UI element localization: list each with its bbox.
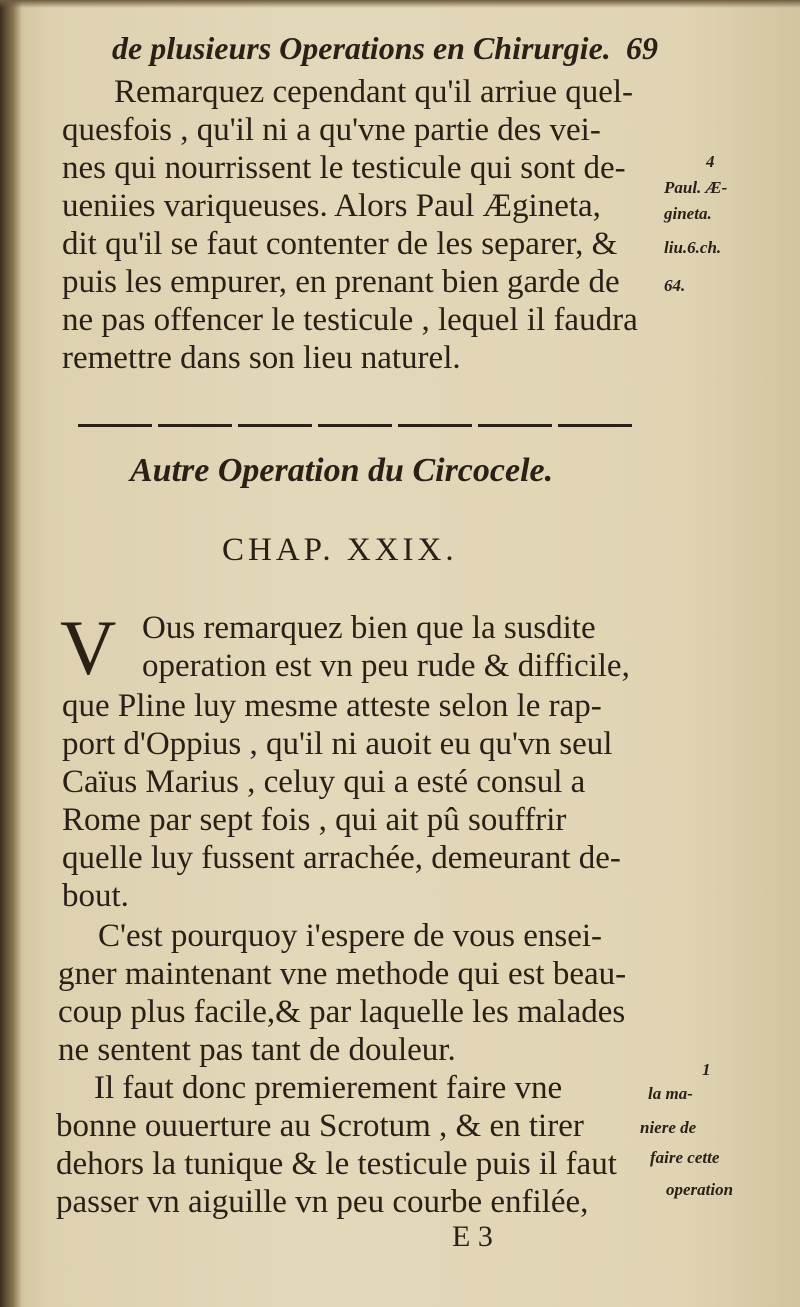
text-line: gner maintenant vne methode qui est beau- bbox=[58, 956, 627, 992]
margin-note-line: liu.6.ch. bbox=[664, 238, 722, 257]
margin-note-line: niere de bbox=[640, 1118, 697, 1137]
text-line: port d'Oppius , qu'il ni auoit eu qu'vn seul bbox=[62, 726, 613, 762]
margin-note-line: operation bbox=[666, 1180, 734, 1199]
text-line: puis les empurer, en prenant bien garde de bbox=[62, 264, 620, 300]
signature-mark: E 3 bbox=[452, 1220, 493, 1253]
text-line: passer vn aiguille vn peu courbe enfilée, bbox=[56, 1184, 589, 1220]
text-line: C'est pourquoy i'espere de vous ensei- bbox=[98, 918, 603, 954]
margin-note-line: 64. bbox=[664, 276, 686, 295]
section-divider bbox=[78, 424, 638, 427]
margin-note-line: gineta. bbox=[664, 204, 712, 223]
text-line: ne pas offencer le testicule , lequel il faudra bbox=[62, 302, 638, 338]
text-line: operation est vn peu rude & difficile, bbox=[142, 648, 630, 684]
drop-cap: V bbox=[60, 604, 117, 691]
text-line: nes qui nourrissent le testicule qui sont de- bbox=[62, 150, 626, 186]
section-title: Autre Operation du Circocele. bbox=[130, 452, 554, 489]
text-line: Ous remarquez bien que la susdite bbox=[142, 610, 596, 646]
text-line: bonne ouuerture au Scrotum , & en tirer bbox=[56, 1108, 584, 1144]
text-line: quesfois , qu'il ni a qu'vne partie des vei- bbox=[62, 112, 601, 148]
text-line: bout. bbox=[62, 878, 129, 914]
margin-note-line: 1 bbox=[702, 1060, 711, 1079]
text-line: remettre dans son lieu naturel. bbox=[62, 340, 461, 376]
page-top-shadow bbox=[0, 0, 800, 8]
text-line: dit qu'il se faut contenter de les separer, & bbox=[62, 226, 618, 262]
text-line: Remarquez cependant qu'il arriue quel- bbox=[114, 74, 634, 110]
margin-note-line: 4 bbox=[706, 152, 715, 171]
text-line: coup plus facile,& par laquelle les malades bbox=[58, 994, 626, 1030]
text-line: quelle luy fussent arrachée, demeurant de- bbox=[62, 840, 621, 876]
margin-note-line: faire cette bbox=[650, 1148, 720, 1167]
page-gutter-shadow bbox=[0, 0, 22, 1307]
text-line: ne sentent pas tant de douleur. bbox=[58, 1032, 456, 1068]
text-line: ueniies variqueuses. Alors Paul Ægineta, bbox=[62, 188, 601, 224]
text-line: Rome par sept fois , qui ait pû souffrir bbox=[62, 802, 567, 838]
text-line: Il faut donc premierement faire vne bbox=[94, 1070, 563, 1106]
margin-note-line: Paul. Æ- bbox=[664, 178, 728, 197]
margin-note-line: la ma- bbox=[648, 1084, 693, 1103]
page-number: 69 bbox=[626, 30, 658, 66]
text-line: Caïus Marius , celuy qui a esté consul a bbox=[62, 764, 586, 800]
running-header: de plusieurs Operations en Chirurgie. bbox=[112, 30, 611, 66]
text-line: dehors la tunique & le testicule puis il faut bbox=[56, 1146, 617, 1182]
chapter-heading: CHAP. XXIX. bbox=[222, 532, 458, 568]
text-line: que Pline luy mesme atteste selon le rap- bbox=[62, 688, 602, 724]
